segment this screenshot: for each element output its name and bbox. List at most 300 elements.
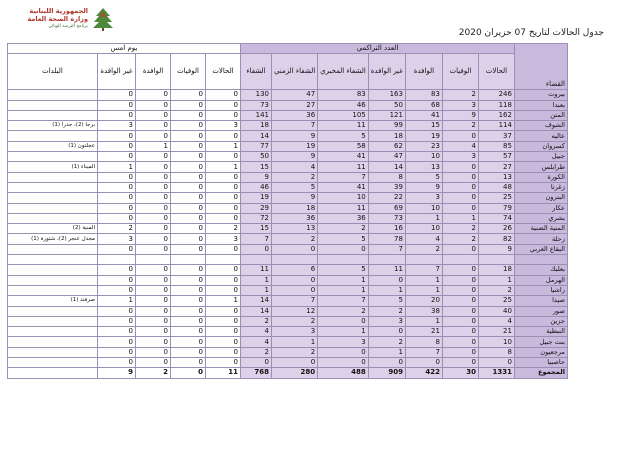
yesterday-cell: 0 <box>136 203 171 213</box>
cumulative-cell: 909 <box>368 368 405 378</box>
cumulative-cell: 5 <box>318 265 369 275</box>
cumulative-cell: 9 <box>478 244 514 254</box>
table-row <box>8 244 568 254</box>
district-cell: مرجعيون <box>514 347 567 357</box>
col-cases: الحالات <box>478 54 514 90</box>
cumulative-cell: 0 <box>368 275 405 285</box>
yesterday-cell: 0 <box>171 368 206 378</box>
table-row <box>8 152 568 162</box>
district-cell: المنية الضنية <box>514 224 567 234</box>
table-row <box>8 285 568 295</box>
cumulative-cell: 0 <box>442 337 478 347</box>
cumulative-cell: 9 <box>442 110 478 120</box>
yesterday-cell: 0 <box>206 275 241 285</box>
yesterday-cell: 0 <box>136 327 171 337</box>
cumulative-cell: 141 <box>241 110 272 120</box>
org-line1: الجمهورية اللبنانية <box>29 7 88 15</box>
yesterday-cell <box>98 255 136 265</box>
cumulative-cell: 422 <box>405 368 442 378</box>
cumulative-cell: 9 <box>405 182 442 192</box>
cumulative-cell: 1 <box>478 275 514 285</box>
district-cell <box>514 255 567 265</box>
col-y-cases: الحالات <box>206 54 241 90</box>
cumulative-cell: 37 <box>478 131 514 141</box>
yesterday-cell: 2 <box>136 368 171 378</box>
yesterday-cell: 0 <box>98 275 136 285</box>
cumulative-cell: 83 <box>318 90 369 100</box>
cumulative-cell: 18 <box>272 203 318 213</box>
cumulative-cell: 5 <box>405 172 442 182</box>
table-row <box>8 172 568 182</box>
yesterday-cell: 1 <box>206 296 241 306</box>
cumulative-cell: 77 <box>241 141 272 151</box>
district-cell: زغرتا <box>514 182 567 192</box>
cumulative-cell: 83 <box>405 90 442 100</box>
cumulative-cell: 0 <box>272 358 318 368</box>
cumulative-cell: 16 <box>368 224 405 234</box>
table-row <box>8 358 568 368</box>
yesterday-cell: 0 <box>206 213 241 223</box>
table-row <box>8 275 568 285</box>
yesterday-cell: 0 <box>206 131 241 141</box>
cumulative-cell: 0 <box>442 347 478 357</box>
cumulative-cell: 5 <box>368 296 405 306</box>
cumulative-cell: 1 <box>368 285 405 295</box>
town-cell: عجلتون (1) <box>8 141 98 151</box>
cumulative-cell: 2 <box>478 285 514 295</box>
cumulative-cell: 7 <box>405 265 442 275</box>
yesterday-cell: 2 <box>206 224 241 234</box>
district-cell: صيدا <box>514 296 567 306</box>
yesterday-cell: 0 <box>206 358 241 368</box>
cumulative-cell: 68 <box>405 100 442 110</box>
cumulative-cell: 7 <box>318 296 369 306</box>
district-cell: راشيا <box>514 285 567 295</box>
cumulative-cell: 82 <box>478 234 514 244</box>
yesterday-cell: 0 <box>98 141 136 151</box>
yesterday-cell: 0 <box>171 182 206 192</box>
town-cell <box>8 347 98 357</box>
cumulative-cell <box>318 255 369 265</box>
yesterday-cell: 0 <box>171 100 206 110</box>
cumulative-cell: 11 <box>241 265 272 275</box>
yesterday-cell: 0 <box>136 131 171 141</box>
cumulative-cell: 1 <box>241 285 272 295</box>
town-cell <box>8 100 98 110</box>
cumulative-cell: 0 <box>272 244 318 254</box>
town-cell <box>8 265 98 275</box>
yesterday-cell: 0 <box>98 172 136 182</box>
yesterday-cell: 0 <box>206 244 241 254</box>
cumulative-cell: 73 <box>241 100 272 110</box>
org-line3: برنامج الترصد الوبائي <box>48 24 88 29</box>
yesterday-cell: 0 <box>171 337 206 347</box>
cumulative-cell: 2 <box>442 121 478 131</box>
table-row <box>8 131 568 141</box>
col-recovered: الشفاء <box>241 54 272 90</box>
yesterday-cell: 0 <box>171 347 206 357</box>
cumulative-cell: 2 <box>318 306 369 316</box>
cumulative-cell: 0 <box>318 316 369 326</box>
yesterday-cell: 0 <box>171 172 206 182</box>
cumulative-cell: 4 <box>405 234 442 244</box>
yesterday-cell: 0 <box>136 152 171 162</box>
cumulative-cell: 280 <box>272 368 318 378</box>
town-cell <box>8 131 98 141</box>
yesterday-cell: 0 <box>171 131 206 141</box>
cumulative-cell: 48 <box>478 182 514 192</box>
cumulative-cell: 2 <box>241 347 272 357</box>
cumulative-cell: 13 <box>478 172 514 182</box>
yesterday-cell: 0 <box>136 110 171 120</box>
yesterday-cell: 3 <box>206 121 241 131</box>
cumulative-cell: 2 <box>368 337 405 347</box>
table-row <box>8 234 568 244</box>
cumulative-cell: 6 <box>272 265 318 275</box>
cumulative-cell: 18 <box>368 131 405 141</box>
col-towns: البلدات <box>8 54 98 90</box>
cumulative-cell: 1 <box>368 347 405 357</box>
table-row <box>8 162 568 172</box>
cumulative-cell: 2 <box>405 244 442 254</box>
cumulative-cell: 8 <box>405 337 442 347</box>
yesterday-cell: 0 <box>98 358 136 368</box>
cumulative-cell: 18 <box>478 265 514 275</box>
yesterday-cell: 2 <box>98 224 136 234</box>
town-cell <box>8 182 98 192</box>
yesterday-cell: 0 <box>171 224 206 234</box>
cumulative-cell: 46 <box>241 182 272 192</box>
yesterday-cell: 0 <box>206 100 241 110</box>
yesterday-cell: 0 <box>98 244 136 254</box>
cumulative-cell: 27 <box>272 100 318 110</box>
cumulative-cell: 36 <box>272 213 318 223</box>
col-y-non-imported: غير الوافدة <box>98 54 136 90</box>
yesterday-cell: 0 <box>136 172 171 182</box>
cumulative-cell: 4 <box>478 316 514 326</box>
cedar-icon <box>90 6 116 32</box>
ministry-logo <box>8 6 118 32</box>
yesterday-cell: 0 <box>171 213 206 223</box>
table-row <box>8 100 568 110</box>
yesterday-cell: 0 <box>98 327 136 337</box>
col-y-imported: الوافدة <box>136 54 171 90</box>
cumulative-cell: 1331 <box>478 368 514 378</box>
cumulative-cell: 73 <box>368 213 405 223</box>
town-cell: الميناء (1) <box>8 162 98 172</box>
cumulative-cell: 3 <box>272 327 318 337</box>
cumulative-cell <box>241 255 272 265</box>
cumulative-cell: 79 <box>478 203 514 213</box>
yesterday-cell: 0 <box>98 285 136 295</box>
cumulative-cell: 1 <box>318 285 369 295</box>
cumulative-cell <box>368 255 405 265</box>
yesterday-cell: 0 <box>98 316 136 326</box>
cumulative-cell: 0 <box>442 131 478 141</box>
cumulative-cell: 121 <box>368 110 405 120</box>
yesterday-cell: 0 <box>98 182 136 192</box>
cumulative-cell: 1 <box>272 337 318 347</box>
yesterday-cell: 0 <box>98 193 136 203</box>
town-cell <box>8 285 98 295</box>
yesterday-cell: 0 <box>171 90 206 100</box>
yesterday-cell: 0 <box>136 358 171 368</box>
town-cell <box>8 327 98 337</box>
cumulative-cell: 99 <box>368 121 405 131</box>
cumulative-cell: 0 <box>442 265 478 275</box>
cumulative-cell: 9 <box>241 172 272 182</box>
town-cell <box>8 193 98 203</box>
cumulative-cell: 19 <box>241 193 272 203</box>
col-district: القضاء <box>514 44 567 90</box>
cumulative-cell: 11 <box>318 162 369 172</box>
cumulative-cell: 7 <box>272 121 318 131</box>
district-cell: النبطية <box>514 327 567 337</box>
yesterday-cell: 0 <box>171 203 206 213</box>
table-row <box>8 255 568 265</box>
cumulative-cell: 0 <box>442 193 478 203</box>
yesterday-cell: 0 <box>171 234 206 244</box>
cumulative-cell: 1 <box>405 316 442 326</box>
cumulative-cell: 4 <box>272 162 318 172</box>
yesterday-cell: 0 <box>206 316 241 326</box>
yesterday-cell: 0 <box>206 203 241 213</box>
cumulative-cell: 14 <box>241 296 272 306</box>
town-cell <box>8 275 98 285</box>
cumulative-cell: 5 <box>318 234 369 244</box>
cumulative-cell: 40 <box>478 306 514 316</box>
cumulative-cell: 10 <box>405 203 442 213</box>
cumulative-cell: 10 <box>405 152 442 162</box>
district-cell: بعلبك <box>514 265 567 275</box>
yesterday-cell: 0 <box>136 244 171 254</box>
cumulative-cell: 4 <box>442 141 478 151</box>
table-row <box>8 182 568 192</box>
table-row <box>8 90 568 100</box>
yesterday-cell: 1 <box>98 162 136 172</box>
yesterday-cell: 0 <box>136 296 171 306</box>
cumulative-cell: 0 <box>442 306 478 316</box>
cumulative-cell: 3 <box>318 337 369 347</box>
cumulative-cell: 0 <box>442 275 478 285</box>
district-cell: عاليه <box>514 131 567 141</box>
yesterday-cell: 0 <box>206 347 241 357</box>
cumulative-cell: 1 <box>405 275 442 285</box>
cumulative-cell: 15 <box>405 121 442 131</box>
yesterday-cell: 0 <box>171 306 206 316</box>
cumulative-cell: 2 <box>318 224 369 234</box>
cumulative-cell: 25 <box>478 296 514 306</box>
cumulative-cell: 0 <box>442 327 478 337</box>
cumulative-cell: 57 <box>478 152 514 162</box>
yesterday-cell: 0 <box>171 121 206 131</box>
cumulative-cell: 12 <box>272 306 318 316</box>
town-cell <box>8 316 98 326</box>
cumulative-cell <box>272 255 318 265</box>
cumulative-cell: 0 <box>478 358 514 368</box>
yesterday-cell: 0 <box>136 316 171 326</box>
cumulative-cell: 69 <box>368 203 405 213</box>
cumulative-cell: 105 <box>318 110 369 120</box>
cumulative-cell: 0 <box>368 327 405 337</box>
yesterday-cell: 1 <box>206 162 241 172</box>
cumulative-cell: 3 <box>405 193 442 203</box>
cumulative-cell: 41 <box>318 182 369 192</box>
yesterday-cell: 1 <box>98 296 136 306</box>
cumulative-cell: 0 <box>318 244 369 254</box>
yesterday-cell: 0 <box>206 306 241 316</box>
cumulative-cell: 7 <box>241 234 272 244</box>
town-cell: المنية (2) <box>8 224 98 234</box>
district-cell: طرابلس <box>514 162 567 172</box>
table-row <box>8 327 568 337</box>
yesterday-cell: 0 <box>98 347 136 357</box>
town-cell <box>8 255 98 265</box>
district-cell: بنت جبيل <box>514 337 567 347</box>
town-cell <box>8 368 98 378</box>
group-cumulative: العدد التراكمي <box>241 44 515 54</box>
cumulative-cell: 3 <box>442 152 478 162</box>
cumulative-cell: 5 <box>318 131 369 141</box>
group-yesterday: يوم امس <box>8 44 241 54</box>
district-cell: جزين <box>514 316 567 326</box>
yesterday-cell: 0 <box>98 265 136 275</box>
yesterday-cell: 0 <box>206 327 241 337</box>
town-cell <box>8 358 98 368</box>
yesterday-cell: 0 <box>136 193 171 203</box>
cumulative-cell: 10 <box>318 193 369 203</box>
cumulative-cell: 7 <box>405 347 442 357</box>
cumulative-cell: 0 <box>442 285 478 295</box>
cumulative-cell: 0 <box>272 285 318 295</box>
cumulative-cell: 5 <box>272 182 318 192</box>
town-cell: مجدل عنجر (2)، شتورة (1) <box>8 234 98 244</box>
town-cell: صرفند (1) <box>8 296 98 306</box>
yesterday-cell: 0 <box>98 213 136 223</box>
cumulative-cell: 20 <box>405 296 442 306</box>
cumulative-cell: 2 <box>442 224 478 234</box>
yesterday-cell: 0 <box>136 90 171 100</box>
cumulative-cell: 1 <box>318 327 369 337</box>
cumulative-cell: 62 <box>368 141 405 151</box>
yesterday-cell: 0 <box>136 265 171 275</box>
table-row <box>8 121 568 131</box>
yesterday-cell: 0 <box>206 110 241 120</box>
yesterday-cell: 11 <box>206 368 241 378</box>
cumulative-cell: 11 <box>368 265 405 275</box>
cumulative-cell: 246 <box>478 90 514 100</box>
cumulative-cell: 30 <box>442 368 478 378</box>
town-cell <box>8 244 98 254</box>
district-cell: صور <box>514 306 567 316</box>
cumulative-cell: 9 <box>272 152 318 162</box>
yesterday-cell: 0 <box>136 182 171 192</box>
cumulative-cell: 0 <box>442 244 478 254</box>
district-cell: بعبدا <box>514 100 567 110</box>
cumulative-cell: 36 <box>318 213 369 223</box>
cumulative-cell: 41 <box>318 152 369 162</box>
cumulative-cell: 0 <box>318 358 369 368</box>
cumulative-cell: 50 <box>241 152 272 162</box>
cumulative-cell: 36 <box>272 110 318 120</box>
table-row <box>8 296 568 306</box>
yesterday-cell: 3 <box>98 121 136 131</box>
cumulative-cell: 29 <box>241 203 272 213</box>
yesterday-cell: 9 <box>98 368 136 378</box>
yesterday-cell <box>171 255 206 265</box>
yesterday-cell: 0 <box>171 141 206 151</box>
cumulative-cell: 2 <box>272 316 318 326</box>
yesterday-cell: 0 <box>171 296 206 306</box>
town-cell <box>8 110 98 120</box>
town-cell <box>8 90 98 100</box>
district-cell: حاصبيا <box>514 358 567 368</box>
yesterday-cell: 0 <box>171 193 206 203</box>
table-row <box>8 213 568 223</box>
cumulative-cell: 0 <box>442 296 478 306</box>
cumulative-cell: 0 <box>272 275 318 285</box>
yesterday-cell: 0 <box>136 121 171 131</box>
cumulative-cell: 21 <box>478 327 514 337</box>
town-cell <box>8 172 98 182</box>
town-cell <box>8 213 98 223</box>
cumulative-cell: 50 <box>368 100 405 110</box>
cumulative-cell: 1 <box>442 213 478 223</box>
cumulative-cell: 15 <box>241 162 272 172</box>
yesterday-cell: 3 <box>206 234 241 244</box>
yesterday-cell: 0 <box>98 110 136 120</box>
cumulative-cell: 0 <box>405 358 442 368</box>
cumulative-cell: 15 <box>241 224 272 234</box>
cumulative-cell: 47 <box>272 90 318 100</box>
cumulative-cell: 0 <box>318 347 369 357</box>
cumulative-cell: 8 <box>368 172 405 182</box>
cumulative-cell: 2 <box>368 306 405 316</box>
district-cell: كسروان <box>514 141 567 151</box>
cumulative-cell: 0 <box>442 182 478 192</box>
cumulative-cell: 23 <box>405 141 442 151</box>
cumulative-cell: 74 <box>478 213 514 223</box>
cumulative-cell: 13 <box>405 162 442 172</box>
yesterday-cell: 0 <box>171 285 206 295</box>
yesterday-cell: 0 <box>136 162 171 172</box>
yesterday-cell: 0 <box>171 244 206 254</box>
district-cell: بيروت <box>514 90 567 100</box>
cumulative-cell: 14 <box>241 131 272 141</box>
col-imported: الوافدة <box>405 54 442 90</box>
yesterday-cell <box>136 255 171 265</box>
cumulative-cell: 9 <box>272 131 318 141</box>
district-cell: الكورة <box>514 172 567 182</box>
table-row <box>8 110 568 120</box>
cumulative-cell: 19 <box>405 131 442 141</box>
col-y-deaths: الوفيات <box>171 54 206 90</box>
cumulative-cell: 41 <box>405 110 442 120</box>
cumulative-cell: 130 <box>241 90 272 100</box>
cumulative-cell: 0 <box>442 358 478 368</box>
yesterday-cell: 0 <box>136 337 171 347</box>
cumulative-cell: 72 <box>241 213 272 223</box>
cumulative-cell: 1 <box>241 275 272 285</box>
yesterday-cell: 0 <box>171 110 206 120</box>
yesterday-cell: 0 <box>98 337 136 347</box>
yesterday-cell: 0 <box>206 152 241 162</box>
yesterday-cell: 3 <box>98 234 136 244</box>
district-cell: المتن <box>514 110 567 120</box>
district-cell: جبيل <box>514 152 567 162</box>
yesterday-cell: 0 <box>206 265 241 275</box>
cumulative-cell: 1 <box>405 213 442 223</box>
